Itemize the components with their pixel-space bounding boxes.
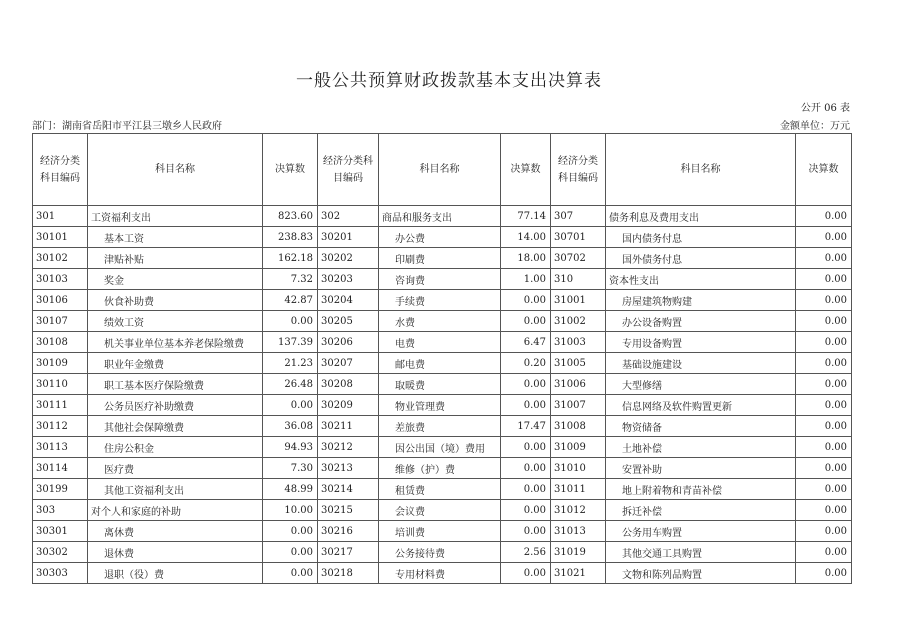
cell-amount: 137.39 [263,332,318,353]
cell-name: 会议费 [379,500,501,521]
cell-name: 租赁费 [379,479,501,500]
cell-name: 国内债务付息 [606,227,796,248]
cell-name: 因公出国（境）费用 [379,437,501,458]
cell-name: 商品和服务支出 [379,206,501,227]
cell-code: 310 [551,269,606,290]
cell-code: 30701 [551,227,606,248]
table-header-row [33,134,852,206]
cell-amount: 0.00 [263,542,318,563]
cell-code: 301 [33,206,88,227]
header-name: 科目名称 [379,134,501,206]
cell-code: 31011 [551,479,606,500]
cell-amount: 0.00 [796,290,852,311]
cell-name: 物业管理费 [379,395,501,416]
cell-code: 30301 [33,521,88,542]
table-row [33,542,852,563]
header-code: 经济分类科目编码 [318,134,379,206]
table-row [33,521,852,542]
cell-amount: 0.00 [796,227,852,248]
cell-amount: 0.00 [796,500,852,521]
cell-name: 国外债务付息 [606,248,796,269]
table-row [33,374,852,395]
table-row [33,458,852,479]
cell-amount: 0.20 [501,353,551,374]
cell-code: 30207 [318,353,379,374]
cell-amount: 0.00 [796,332,852,353]
cell-name: 住房公积金 [88,437,263,458]
cell-name: 手续费 [379,290,501,311]
cell-name: 安置补助 [606,458,796,479]
header-amount: 决算数 [796,134,852,206]
cell-name: 拆迁补偿 [606,500,796,521]
cell-code: 30202 [318,248,379,269]
table-row [33,332,852,353]
cell-name: 物资储备 [606,416,796,437]
cell-code: 30215 [318,500,379,521]
cell-code: 30199 [33,479,88,500]
cell-amount: 21.23 [263,353,318,374]
cell-amount: 0.00 [501,290,551,311]
table-row [33,500,852,521]
cell-code: 30103 [33,269,88,290]
table-row [33,563,852,584]
cell-name: 职工基本医疗保险缴费 [88,374,263,395]
cell-code: 31012 [551,500,606,521]
cell-amount: 0.00 [796,416,852,437]
cell-name: 水费 [379,311,501,332]
cell-name: 邮电费 [379,353,501,374]
cell-name: 职业年金缴费 [88,353,263,374]
cell-name: 信息网络及软件购置更新 [606,395,796,416]
cell-amount: 0.00 [796,479,852,500]
cell-name: 办公费 [379,227,501,248]
cell-name: 绩效工资 [88,311,263,332]
header-code: 经济分类科目编码 [551,134,606,206]
cell-code: 30303 [33,563,88,584]
cell-amount: 0.00 [796,563,852,584]
form-code: 公开 06 表 [800,103,850,114]
cell-code: 30108 [33,332,88,353]
cell-code: 30106 [33,290,88,311]
cell-code: 31006 [551,374,606,395]
cell-amount: 10.00 [263,500,318,521]
cell-code: 30218 [318,563,379,584]
cell-code: 302 [318,206,379,227]
cell-name: 基础设施建设 [606,353,796,374]
cell-name: 电费 [379,332,501,353]
cell-amount: 0.00 [796,374,852,395]
cell-amount: 0.00 [796,311,852,332]
cell-code: 31019 [551,542,606,563]
cell-name: 专用材料费 [379,563,501,584]
cell-amount: 94.93 [263,437,318,458]
cell-amount: 7.30 [263,458,318,479]
cell-amount: 0.00 [796,353,852,374]
cell-code: 30208 [318,374,379,395]
cell-name: 公务员医疗补助缴费 [88,395,263,416]
cell-code: 31009 [551,437,606,458]
cell-name: 医疗费 [88,458,263,479]
cell-amount: 0.00 [796,521,852,542]
page-title: 一般公共预算财政拨款基本支出决算表 [296,71,602,91]
cell-amount: 48.99 [263,479,318,500]
cell-code: 30203 [318,269,379,290]
cell-name: 大型修缮 [606,374,796,395]
cell-name: 其他交通工具购置 [606,542,796,563]
cell-name: 印刷费 [379,248,501,269]
table-row [33,227,852,248]
header-amount: 决算数 [501,134,551,206]
cell-amount: 0.00 [796,206,852,227]
cell-code: 30102 [33,248,88,269]
cell-amount: 2.56 [501,542,551,563]
cell-code: 30109 [33,353,88,374]
cell-code: 30111 [33,395,88,416]
cell-amount: 0.00 [796,437,852,458]
cell-code: 30110 [33,374,88,395]
cell-amount: 77.14 [501,206,551,227]
table-row [33,311,852,332]
cell-name: 工资福利支出 [88,206,263,227]
table-row [33,353,852,374]
cell-amount: 0.00 [263,563,318,584]
cell-name: 房屋建筑物购建 [606,290,796,311]
table-row [33,479,852,500]
unit-label: 金额单位：万元 [780,121,850,132]
cell-code: 30214 [318,479,379,500]
cell-name: 地上附着物和青苗补偿 [606,479,796,500]
cell-code: 30216 [318,521,379,542]
cell-amount: 26.48 [263,374,318,395]
cell-amount: 0.00 [263,311,318,332]
cell-name: 债务利息及费用支出 [606,206,796,227]
department-label: 部门：湖南省岳阳市平江县三墩乡人民政府 [32,121,222,132]
cell-code: 30205 [318,311,379,332]
cell-amount: 0.00 [501,521,551,542]
table-row [33,395,852,416]
cell-code: 31008 [551,416,606,437]
cell-amount: 17.47 [501,416,551,437]
cell-code: 30213 [318,458,379,479]
cell-code: 31005 [551,353,606,374]
table-row [33,248,852,269]
cell-name: 维修（护）费 [379,458,501,479]
cell-name: 奖金 [88,269,263,290]
cell-amount: 36.08 [263,416,318,437]
cell-amount: 0.00 [501,563,551,584]
cell-name: 培训费 [379,521,501,542]
cell-name: 咨询费 [379,269,501,290]
cell-code: 30209 [318,395,379,416]
header-amount: 决算数 [263,134,318,206]
cell-code: 30114 [33,458,88,479]
table-row [33,437,852,458]
cell-code: 303 [33,500,88,521]
cell-code: 31013 [551,521,606,542]
cell-code: 30302 [33,542,88,563]
cell-code: 30113 [33,437,88,458]
cell-name: 取暖费 [379,374,501,395]
cell-name: 办公设备购置 [606,311,796,332]
cell-amount: 6.47 [501,332,551,353]
cell-amount: 7.32 [263,269,318,290]
cell-amount: 0.00 [501,437,551,458]
cell-name: 机关事业单位基本养老保险缴费 [88,332,263,353]
cell-code: 30201 [318,227,379,248]
header-code: 经济分类科目编码 [33,134,88,206]
cell-amount: 14.00 [501,227,551,248]
cell-amount: 0.00 [501,311,551,332]
cell-amount: 0.00 [501,479,551,500]
cell-amount: 0.00 [796,542,852,563]
cell-code: 31007 [551,395,606,416]
cell-amount: 42.87 [263,290,318,311]
table-row [33,269,852,290]
cell-name: 伙食补助费 [88,290,263,311]
cell-amount: 823.60 [263,206,318,227]
cell-name: 资本性支出 [606,269,796,290]
cell-name: 离休费 [88,521,263,542]
cell-name: 退职（役）费 [88,563,263,584]
cell-code: 31001 [551,290,606,311]
cell-amount: 0.00 [796,269,852,290]
budget-table [32,133,852,584]
cell-amount: 238.83 [263,227,318,248]
table-row [33,416,852,437]
cell-name: 其他工资福利支出 [88,479,263,500]
table-row [33,206,852,227]
cell-name: 公务接待费 [379,542,501,563]
cell-name: 土地补偿 [606,437,796,458]
cell-amount: 0.00 [501,395,551,416]
cell-code: 30112 [33,416,88,437]
cell-code: 30217 [318,542,379,563]
cell-code: 31021 [551,563,606,584]
cell-code: 30212 [318,437,379,458]
cell-amount: 0.00 [796,248,852,269]
cell-code: 307 [551,206,606,227]
cell-code: 30211 [318,416,379,437]
cell-code: 30107 [33,311,88,332]
cell-amount: 162.18 [263,248,318,269]
cell-code: 31003 [551,332,606,353]
cell-amount: 0.00 [796,395,852,416]
cell-amount: 0.00 [796,458,852,479]
cell-name: 差旅费 [379,416,501,437]
cell-amount: 0.00 [501,374,551,395]
cell-name: 专用设备购置 [606,332,796,353]
cell-name: 公务用车购置 [606,521,796,542]
cell-code: 30206 [318,332,379,353]
cell-name: 津贴补贴 [88,248,263,269]
cell-amount: 0.00 [501,500,551,521]
cell-name: 基本工资 [88,227,263,248]
cell-code: 31010 [551,458,606,479]
cell-amount: 0.00 [263,521,318,542]
cell-amount: 0.00 [263,395,318,416]
cell-code: 30702 [551,248,606,269]
cell-name: 其他社会保障缴费 [88,416,263,437]
header-name: 科目名称 [606,134,796,206]
cell-code: 30101 [33,227,88,248]
cell-name: 文物和陈列品购置 [606,563,796,584]
table-row [33,290,852,311]
cell-amount: 0.00 [501,458,551,479]
cell-code: 31002 [551,311,606,332]
cell-code: 30204 [318,290,379,311]
cell-amount: 18.00 [501,248,551,269]
header-name: 科目名称 [88,134,263,206]
cell-amount: 1.00 [501,269,551,290]
cell-name: 对个人和家庭的补助 [88,500,263,521]
cell-name: 退休费 [88,542,263,563]
